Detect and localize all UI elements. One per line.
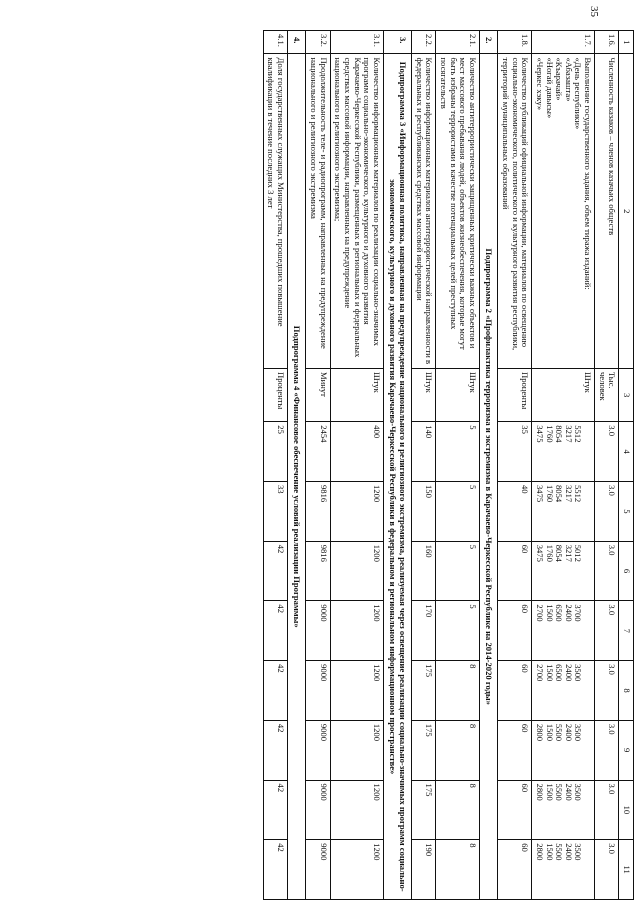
row-number: 3.2. — [306, 31, 330, 54]
value-cell — [330, 422, 383, 482]
table-row — [436, 31, 480, 900]
value-cell — [412, 780, 436, 840]
value-cell — [532, 541, 595, 601]
value-cell — [330, 780, 383, 840]
value: 400 — [371, 425, 382, 439]
indicator-name-line: Количество антитеррористически защищенных критически важных объектов и мест массового пребывания людей, объектов жизнеобеспечения, которые могут быть избраны террористами в качестве потенциальных целей преступных посягательств — [439, 57, 478, 350]
value-cell — [532, 601, 595, 661]
col-header: 2 — [619, 54, 634, 369]
value: 42 — [275, 723, 286, 733]
unit-of-measure: Штук — [330, 368, 383, 421]
value — [583, 724, 593, 777]
row-number: 4.1. — [263, 31, 287, 54]
table-row — [330, 31, 383, 900]
value: 1760 — [544, 485, 555, 503]
value: 9816 — [318, 485, 329, 503]
value-cell — [263, 661, 287, 721]
unit-of-measure: Штук — [532, 368, 595, 421]
value: 2700 — [535, 664, 545, 682]
indicator-name — [498, 54, 532, 369]
value-cell — [330, 661, 383, 721]
value-cell — [436, 780, 480, 840]
value: 8 — [467, 843, 478, 848]
value: 60 — [520, 604, 531, 613]
indicator-name-line: «Черкес хэку» — [535, 57, 545, 111]
value-cell — [532, 422, 595, 482]
value: 5500 — [554, 723, 565, 741]
value: 9000 — [318, 664, 329, 682]
value: 1760 — [544, 425, 555, 443]
value-cell — [498, 422, 532, 482]
value: 42 — [275, 783, 286, 793]
column-number-row — [619, 31, 634, 900]
table-row — [532, 31, 595, 900]
indicator-name-line: «День республики» — [573, 57, 584, 130]
indicator-name — [532, 54, 595, 369]
table-body-subprogram-1 — [498, 31, 619, 900]
page-number: 35 — [588, 6, 600, 17]
value: 8054 — [554, 425, 565, 443]
indicators-table — [263, 30, 634, 900]
value: 2400 — [563, 604, 574, 622]
value: 9000 — [318, 723, 329, 741]
value: 160 — [424, 544, 435, 558]
value-cell — [436, 840, 480, 900]
col-header: 8 — [619, 661, 634, 721]
indicator-name — [330, 54, 383, 369]
value: 3217 — [563, 544, 574, 562]
value-cell — [595, 840, 619, 900]
section-title: Подпрограмма 3 «Информационная политика, направленная на предупреждение национального и религиозного экстремизма, реализуемая через освещение реализации социально-значимых программ социально-экономического, культурного и духовного развития Карачаево-Черкесской Республики в федеральном и региональном информационном пространстве» — [383, 54, 411, 900]
value: 1200 — [371, 544, 382, 562]
value: 3217 — [563, 425, 574, 443]
value: 150 — [424, 485, 435, 498]
value: 1200 — [371, 485, 382, 503]
indicator-name-line: Количество информационных материалов по реализации социально-значимых программ социально-экономического, культурного и духовного развития Карачаево-Черкесской Республики, размещенных в региональных и федеральных средствах массовой информации, направленных на предупреждение национального и религиозного экстремизма; — [333, 57, 382, 358]
value: 5 — [467, 604, 478, 609]
indicator-name — [436, 54, 480, 369]
col-header: 10 — [619, 780, 634, 840]
value-cell — [412, 482, 436, 542]
table-row — [498, 31, 532, 900]
value-cell — [330, 541, 383, 601]
value: 2800 — [535, 783, 545, 801]
col-header: 1 — [619, 31, 634, 54]
value-cell — [532, 840, 595, 900]
value: 2800 — [535, 843, 545, 861]
value: 60 — [520, 664, 531, 673]
value-cell — [412, 541, 436, 601]
value: 60 — [520, 843, 531, 852]
indicator-name-line: «Ногай давысы» — [544, 57, 555, 119]
value: 3475 — [535, 425, 545, 443]
value-cell — [498, 840, 532, 900]
value: 42 — [275, 843, 286, 852]
value: 1200 — [371, 604, 382, 622]
value-cell — [532, 482, 595, 542]
value: 40 — [520, 485, 531, 494]
table-body-section-3 — [383, 31, 411, 900]
value: 3500 — [573, 783, 584, 801]
value-cell — [263, 541, 287, 601]
indicator-name — [263, 54, 287, 369]
row-number: 1.8. — [498, 31, 532, 54]
col-header: 9 — [619, 720, 634, 780]
value: 1500 — [544, 843, 555, 861]
value: 3.0 — [607, 783, 618, 795]
value-cell — [498, 482, 532, 542]
unit-of-measure: Штук — [412, 368, 436, 421]
value-cell — [306, 661, 330, 721]
value: 9816 — [318, 544, 329, 562]
table-row — [263, 31, 287, 900]
col-header: 6 — [619, 541, 634, 601]
value-cell — [263, 780, 287, 840]
value — [583, 545, 593, 598]
value-cell — [595, 720, 619, 780]
value-cell — [595, 601, 619, 661]
value: 8 — [467, 664, 478, 669]
value: 175 — [424, 723, 435, 737]
value-cell — [595, 422, 619, 482]
value: 3500 — [573, 723, 584, 741]
value-cell — [263, 422, 287, 482]
value-cell — [436, 601, 480, 661]
col-header: 3 — [619, 368, 634, 421]
table-body-section-4 — [287, 31, 306, 900]
value: 9000 — [318, 843, 329, 861]
table-body-section-2 — [479, 31, 498, 900]
row-number: 2.1. — [436, 31, 480, 54]
indicator-name — [595, 54, 619, 369]
section-number: 2. — [479, 31, 498, 54]
value-cell — [306, 780, 330, 840]
value-cell — [263, 840, 287, 900]
value: 2400 — [563, 723, 574, 741]
col-header: 4 — [619, 422, 634, 482]
value: 9000 — [318, 783, 329, 801]
value-cell — [436, 482, 480, 542]
table-body-subprogram-3 — [306, 31, 383, 900]
value: 8 — [467, 783, 478, 788]
value-cell — [263, 601, 287, 661]
value: 3475 — [535, 544, 545, 562]
value-cell — [306, 720, 330, 780]
value-cell — [595, 482, 619, 542]
value-cell — [595, 780, 619, 840]
value: 8 — [467, 723, 478, 729]
value: 175 — [424, 664, 435, 677]
value: 3.0 — [607, 544, 618, 556]
section-number: 3. — [383, 31, 411, 54]
unit-of-measure: Проценты — [498, 368, 532, 421]
indicator-name — [412, 54, 436, 369]
value-cell — [498, 780, 532, 840]
indicator-name-line: «Абазашта» — [563, 57, 574, 102]
table-body-subprogram-4 — [263, 31, 287, 900]
value-cell — [263, 482, 287, 542]
value: 3500 — [573, 664, 584, 682]
value-cell — [412, 720, 436, 780]
value-cell — [436, 541, 480, 601]
value — [583, 664, 593, 717]
value: 5500 — [554, 843, 565, 861]
value: 1500 — [544, 783, 555, 801]
unit-of-measure: Минут — [306, 368, 330, 421]
value: 3.0 — [607, 425, 618, 437]
value: 1500 — [544, 604, 555, 622]
rotated-table-container — [54, 30, 634, 900]
indicator-name-line: Доля государственных служащих Министерства, прошедших повышение квалификации в течение последних 3 лет — [266, 57, 286, 327]
value-cell — [595, 661, 619, 721]
value: 3.0 — [607, 485, 618, 496]
value: 5512 — [573, 485, 584, 503]
value-cell — [306, 482, 330, 542]
table-body-subprogram-2 — [412, 31, 480, 900]
value-cell — [330, 840, 383, 900]
table-row — [412, 31, 436, 900]
indicator-name-line: Продолжительность теле- и радиопрограмм, направленных на предупреждение национального и религиозного экстремизма — [309, 57, 329, 349]
section-row — [383, 31, 411, 900]
value-cell — [532, 720, 595, 780]
value: 33 — [275, 485, 286, 494]
value-cell — [412, 840, 436, 900]
value: 3700 — [573, 604, 584, 622]
value: 1200 — [371, 843, 382, 861]
value: 5 — [467, 485, 478, 490]
indicator-name-line: Количество публикаций официальной информации, материалов по освещению социально-экономического, политического и культурного развития республики, территорий муниципальных образований — [501, 57, 531, 351]
value: 42 — [275, 544, 286, 554]
value — [583, 485, 593, 538]
row-number: 1.7. — [532, 31, 595, 54]
value — [583, 425, 593, 478]
indicator-name-line: Количество информационных материалов антитеррористической направленности в федеральных и республиканских средствах массовой информации — [414, 57, 435, 365]
value: 2400 — [563, 783, 574, 801]
value: 1760 — [544, 544, 555, 562]
value-cell — [330, 482, 383, 542]
value: 3.0 — [607, 604, 618, 616]
table-row — [306, 31, 330, 900]
value-cell — [498, 661, 532, 721]
value: 140 — [424, 425, 435, 439]
value: 3.0 — [607, 843, 618, 854]
value-cell — [412, 661, 436, 721]
value-cell — [595, 541, 619, 601]
value: 3475 — [535, 485, 545, 503]
value: 60 — [520, 783, 531, 793]
value: 2400 — [563, 664, 574, 682]
unit-of-measure: Проценты — [263, 368, 287, 421]
value: 1200 — [371, 783, 382, 801]
value: 8054 — [554, 485, 565, 503]
value: 1200 — [371, 723, 382, 741]
value-cell — [436, 720, 480, 780]
value: 2800 — [535, 723, 545, 741]
value: 170 — [424, 604, 435, 618]
value: 5012 — [573, 544, 584, 562]
value-cell — [306, 541, 330, 601]
row-number: 1.6. — [595, 31, 619, 54]
indicator-name-line: «Къарачай» — [554, 57, 565, 101]
value-cell — [330, 720, 383, 780]
value: 9000 — [318, 604, 329, 622]
section-title: Подпрограмма 2 «Профилактика терроризма и экстремизма в Карачаево-Черкесской Республике на 2014-2020 годы» — [479, 54, 498, 900]
value-cell — [498, 601, 532, 661]
value: 5 — [467, 425, 478, 430]
value: 25 — [275, 425, 286, 434]
section-row — [287, 31, 306, 900]
value-cell — [436, 422, 480, 482]
value: 1500 — [544, 723, 555, 741]
value-cell — [306, 840, 330, 900]
value-cell — [306, 422, 330, 482]
value-cell — [498, 720, 532, 780]
value: 35 — [520, 425, 531, 434]
row-number: 2.2. — [412, 31, 436, 54]
value: 2400 — [563, 843, 574, 861]
value-cell — [532, 780, 595, 840]
section-title: Подпрограмма 4 «Финансовое обеспечение условий реализации Программы» — [287, 54, 306, 900]
value-cell — [412, 601, 436, 661]
unit-of-measure: Штук — [436, 368, 480, 421]
value: 190 — [424, 843, 435, 857]
row-number: 3.1. — [330, 31, 383, 54]
value: 1200 — [371, 664, 382, 682]
table-row — [595, 31, 619, 900]
value: 6500 — [554, 664, 565, 682]
section-row — [479, 31, 498, 900]
value-cell — [330, 601, 383, 661]
indicator-name-line: Выполнение государственного задания, объем тиража изданий: — [583, 57, 594, 290]
value — [583, 604, 593, 657]
value: 60 — [520, 544, 531, 554]
value-cell — [412, 422, 436, 482]
value: 42 — [275, 664, 286, 673]
value-cell — [436, 661, 480, 721]
unit-of-measure: Тыс. человек — [595, 368, 619, 421]
value: 3217 — [563, 485, 574, 503]
value: 2700 — [535, 604, 545, 622]
value: 3500 — [573, 843, 584, 861]
value: 60 — [520, 723, 531, 733]
value: 5 — [467, 544, 478, 549]
indicator-name-line: Численность казаков – членов казачьих обществ — [607, 57, 618, 236]
value: 3.0 — [607, 723, 618, 735]
value: 1500 — [544, 664, 555, 682]
value — [583, 784, 593, 837]
value: 2454 — [318, 425, 329, 443]
value: 6500 — [554, 604, 565, 622]
value: 42 — [275, 604, 286, 613]
value-cell — [532, 661, 595, 721]
col-header: 5 — [619, 482, 634, 542]
value — [583, 843, 593, 896]
value-cell — [306, 601, 330, 661]
value: 3.0 — [607, 664, 618, 675]
value-cell — [263, 720, 287, 780]
value: 5512 — [573, 425, 584, 443]
value: 175 — [424, 783, 435, 797]
section-number: 4. — [287, 31, 306, 54]
value-cell — [498, 541, 532, 601]
col-header: 7 — [619, 601, 634, 661]
indicator-name — [306, 54, 330, 369]
value: 8054 — [554, 544, 565, 562]
value: 5500 — [554, 783, 565, 801]
col-header: 11 — [619, 840, 634, 900]
